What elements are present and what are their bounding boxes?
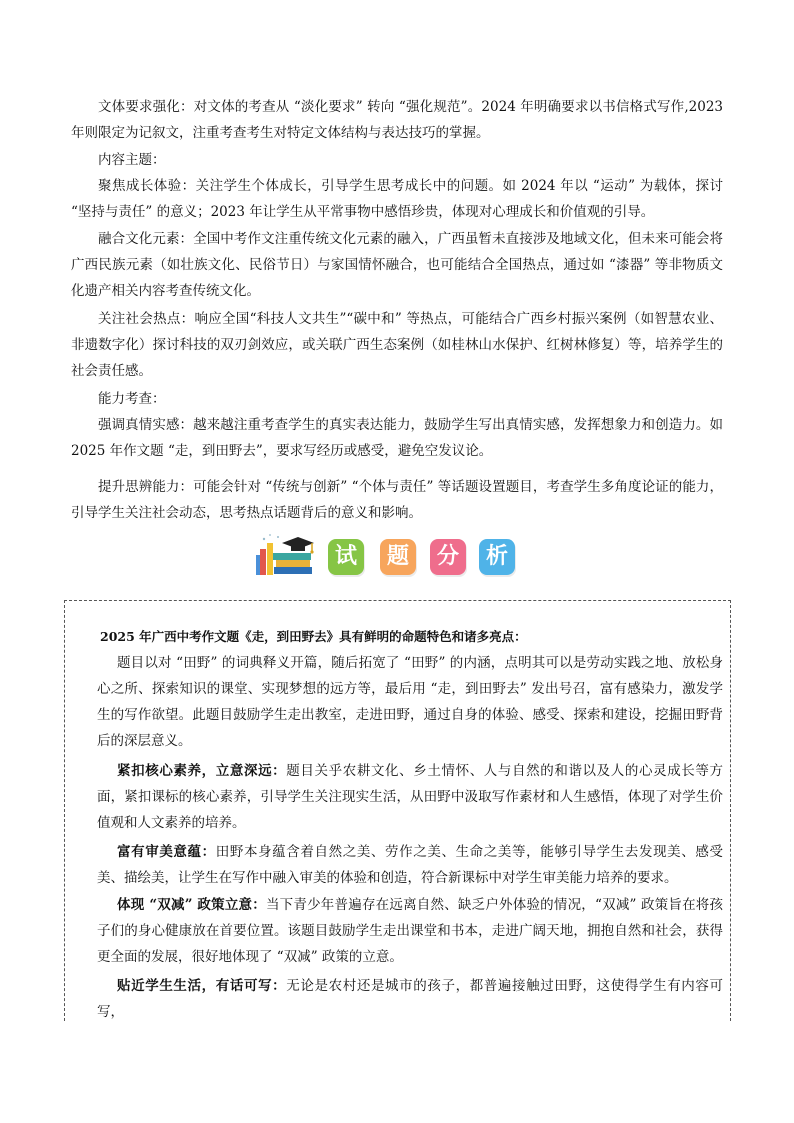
paragraph-true-feelings (71, 412, 723, 464)
paragraph-text: 关注学生个体成长，引导学生思考成长中的问题。如 2024 年以 “运动” 为载体，探讨 “坚持与责任” 的意义；2023 年让学生从平常事物中感悟珍贵，体现对心理成长和价值观的引导。 (71, 178, 724, 220)
paragraph-text: 题目关乎农耕文化、乡土情怀、人与自然的和谐以及人的心灵成长等方面，紧扣课标的核心素养，引导学生关注现实生活，从田野中汲取写作素材和人生感悟，体现了对学生价值观和人文素养的培养。 (97, 763, 724, 831)
analysis-paragraph-core-literacy (97, 758, 723, 836)
paragraph-text: 题目以对 “田野” 的词典释义开篇，随后拓宽了 “田野” 的内涵，点明其可以是劳动实践之地、放松身心之所、探索知识的课堂、实现梦想的远方等，最后用 “走，到田野去” 发出号召，富有感染力，激发学生的写作欲望。此题目鼓励学生走出教室，走进田野，通过自身的体验、感受、探索和建设，挖掘田野背后的深层意义。 (97, 655, 723, 749)
analysis-heading: 2025 年广西中考作文题《走，到田野去》具有鲜明的命题特色和诸多亮点： (100, 629, 527, 644)
paragraph-growth-experience (71, 173, 723, 225)
paragraph-label: 提升思辨能力： (98, 479, 194, 495)
paragraph-label: 聚焦成长体验： (98, 178, 196, 194)
paragraph-label: 体现 “双减” 政策立意： (117, 897, 266, 913)
paragraph-label: 富有审美意蕴： (117, 844, 216, 860)
paragraph-label: 强调真情实感： (98, 417, 194, 433)
paragraph-label: 融合文化元素： (98, 231, 194, 247)
section-heading-text: 内容主题： (98, 152, 166, 168)
section-heading-content-themes (71, 147, 723, 173)
paragraph-label: 关注社会热点： (98, 311, 195, 327)
banner-tile-ti: 题 (380, 539, 416, 575)
analysis-paragraph-intro (97, 650, 723, 754)
analysis-banner (254, 533, 544, 579)
paragraph-text: 全国中考作文注重传统文化元素的融入，广西虽暂未直接涉及地域文化，但未来可能会将广西民族元素（如壮族文化、民俗节日）与家国情怀融合，也可能结合全国热点，通过如 “漆器” 等非物质文化遗产相关内容考查传统文化。 (71, 231, 724, 299)
analysis-paragraph-double-reduction (97, 892, 723, 970)
paragraph-label: 贴近学生生活，有话可写： (117, 978, 287, 994)
paragraph-text: 可能会针对 “传统与创新” “个体与责任” 等话题设置题目，考查学生多角度论证的能力，引导学生关注社会动态，思考热点话题背后的意义和影响。 (71, 479, 724, 521)
paragraph-social-hotspots (71, 306, 723, 384)
paragraph-text: 当下青少年普遍存在远离自然、缺乏户外体验的情况，“双减” 政策旨在将孩子们的身心健康放在首要位置。该题目鼓励学生走出课堂和书本，走进广阔天地，拥抱自然和社会，获得更全面的发展，很好地体现了 “双减” 政策的立意。 (97, 897, 724, 965)
paragraph-label: 紧扣核心素养，立意深远： (117, 763, 287, 779)
banner-tile-fen: 分 (430, 539, 466, 575)
paragraph-label: 文体要求强化： (98, 99, 194, 115)
analysis-paragraph-student-life (97, 973, 723, 1025)
section-heading-text: 能力考查： (98, 391, 166, 407)
paragraph-text: 田野本身蕴含着自然之美、劳作之美、生命之美等，能够引导学生去发现美、感受美、描绘美，让学生在写作中融入审美的体验和创造，符合新课标中对学生审美能力培养的要求。 (97, 844, 723, 886)
paragraph-text: 响应全国“科技人文共生”“碳中和” 等热点，可能结合广西乡村振兴案例（如智慧农业、非遗数字化）探讨科技的双刃剑效应，或关联广西生态案例（如桂林山水保护、红树林修复）等，培养学生的社会责任感。 (71, 311, 724, 379)
paragraph-critical-thinking (71, 474, 723, 526)
section-heading-ability (71, 386, 723, 412)
paragraph-text: 对文体的考查从 “淡化要求” 转向 “强化规范”。2024 年明确要求以书信格式写作,2023 年则限定为记叙文，注重考查考生对特定文体结构与表达技巧的掌握。 (71, 99, 723, 141)
paragraph-genre-requirements (71, 94, 723, 146)
paragraph-text: 越来越注重考查学生的真实表达能力，鼓励学生写出真情实感，发挥想象力和创造力。如 2025 年作文题 “走，到田野去”，要求写经历或感受，避免空发议论。 (71, 417, 724, 459)
paragraph-text: 无论是农村还是城市的孩子，都普遍接触过田野，这使得学生有内容可写， (97, 978, 724, 1020)
banner-tile-shi: 试 (328, 539, 364, 575)
paragraph-cultural-elements (71, 226, 723, 304)
analysis-paragraph-aesthetic (97, 839, 723, 891)
books-graduation-cap-icon (254, 533, 318, 579)
banner-tile-xi: 析 (479, 539, 515, 575)
